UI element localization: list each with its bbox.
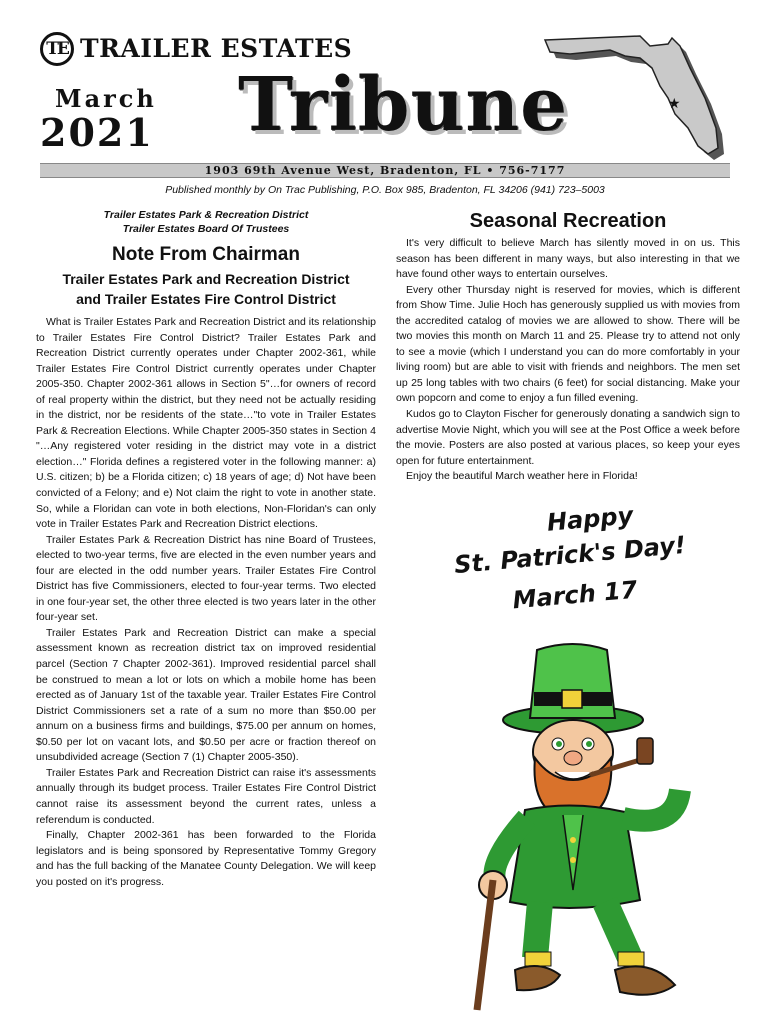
- florida-map-icon: [540, 28, 730, 163]
- masthead-title: Tribune: [238, 62, 569, 148]
- paragraph: Kudos go to Clayton Fischer for generously donating a sandwich sign to advertise Movie Night, which you will see at the Post Office a week before the movie. Posters are also posted at various places, so keep your eyes open for future entertainment.: [396, 408, 740, 467]
- te-logo: TE: [40, 32, 74, 66]
- paragraph: Trailer Estates Park & Recreation District has nine Board of Trustees, elected to two-year terms, five are elected in the even number years and four are elected in the odd number years. Trailer Estates Fire Control District has five Commissioners, elected to four-year terms. Two elected in one four-year set, the other three elected is two years later in the other four-year set.: [36, 533, 376, 624]
- paragraph: Every other Thursday night is reserved for movies, which is different from Show Time. Julie Hoch has generously supplied us with movies from the accredited catalog of movies we are allowed to show. There will be two movies this month on March 11 and 25. Please try to attend not only to see a movie (which I understand you can do more comfortably in your living room) but are able to visit with friends and neighbors. The men set up 25 long tables with two chairs (6 feet) for social distancing. Make your own popcorn and come to enjoy a fun filled evening.: [396, 283, 740, 405]
- district-line: Trailer Estates Park & Recreation District: [103, 209, 309, 221]
- paragraph: Trailer Estates Park and Recreation District can raise it's assessments annually through its budget process. Trailer Estates Fire Control District cannot raise its assessment beyond the current rates, unless a referendum is conducted.: [36, 766, 376, 826]
- chairman-subheading-1: Trailer Estates Park and Recreation District: [62, 271, 350, 287]
- board-line: Trailer Estates Board Of Trustees: [122, 223, 290, 235]
- publisher-line: Published monthly by On Trac Publishing, P.O. Box 985, Bradenton, FL 34206 (941) 723–5003: [165, 184, 605, 196]
- chairman-heading: Note From Chairman: [112, 244, 300, 265]
- seasonal-article: [396, 208, 740, 485]
- chairman-subheading-2: and Trailer Estates Fire Control District: [76, 291, 336, 307]
- newspaper-name: TRAILER ESTATES: [80, 34, 353, 63]
- masthead: [0, 0, 770, 196]
- greeting-date: March 17: [511, 575, 639, 615]
- issue-year: 2021: [40, 110, 154, 155]
- paragraph: Enjoy the beautiful March weather here in Florida!: [406, 470, 638, 483]
- paragraph: Finally, Chapter 2002-361 has been forwarded to the Florida legislators and is being sponsored by Representative Tommy Gregory and has the full backing of the Manatee County Delegation. We will keep you posted on it's progress.: [36, 829, 376, 888]
- paragraph: It's very difficult to believe March has silently moved in on us. This season has been different in many ways, but also interesting in that we have found other ways to entertain ourselves.: [396, 237, 740, 281]
- seasonal-body: [396, 236, 740, 485]
- chairman-article: [36, 208, 376, 890]
- paragraph: Trailer Estates Park and Recreation District can make a special assessment known as recreation district tax on improved residential parcel (Section 7 Chapter 2002-361). Improved residential parcel shall be construed to mean a lot or lots on which a mobile home has been erected as of January 1st of the taxable year. Trailer Estates Fire Control District Commissioners set a rate of a sum no more than $50.00 per annum on a business firms and buildings, $75.00 per annum on homes, $0.50 per lot on vacant lots, and $0.50 per acre or fraction thereof on unsubdivided acreage (Section 7 (1) Chapter 2005-350).: [36, 626, 376, 764]
- greeting-happy: Happy: [545, 501, 635, 537]
- st-patricks-greeting: [420, 501, 720, 615]
- leprechaun-illustration-icon: [455, 640, 720, 1015]
- paragraph: What is Trailer Estates Park and Recreation District and its relationship to Trailer Estates Fire Control District? Trailer Estates Park and Recreation District currently operates under Chapter 2002-361, while Trailer Estates Fire Control District currently operates under Chapter 2005-350. Chapter 2002-361 allows in Section 5"…for owners of record of real property within the district, but they need not be actually residing in the district, nor be residents of the state…"to vote in Trailer Estates Park & Recreation Elections. While Chapter 2005-350 states in Section 4 "…Any registered voter residing in the district may vote in a district election…" Florida defines a registered voter in the following manner: a) U.S. citizen; b) be a Florida citizen; c) 18 years of age; d) Not have been convicted of a Felony; and e) Not claim the right to vote in another state. So, while a Floridan can vote in both elections, Non-Floridan's can only vote in Trailer Estates Park and Recreation District elections.: [36, 316, 376, 531]
- svg-text:★: ★: [668, 96, 681, 112]
- issue-month: March: [55, 84, 157, 113]
- seasonal-heading: Seasonal Recreation: [469, 210, 667, 232]
- chairman-body: [36, 315, 376, 890]
- greeting-st-patricks: St. Patrick's Day!: [453, 530, 687, 580]
- address-bar: 1903 69th Avenue West, Bradenton, FL • 756-7177: [40, 163, 730, 178]
